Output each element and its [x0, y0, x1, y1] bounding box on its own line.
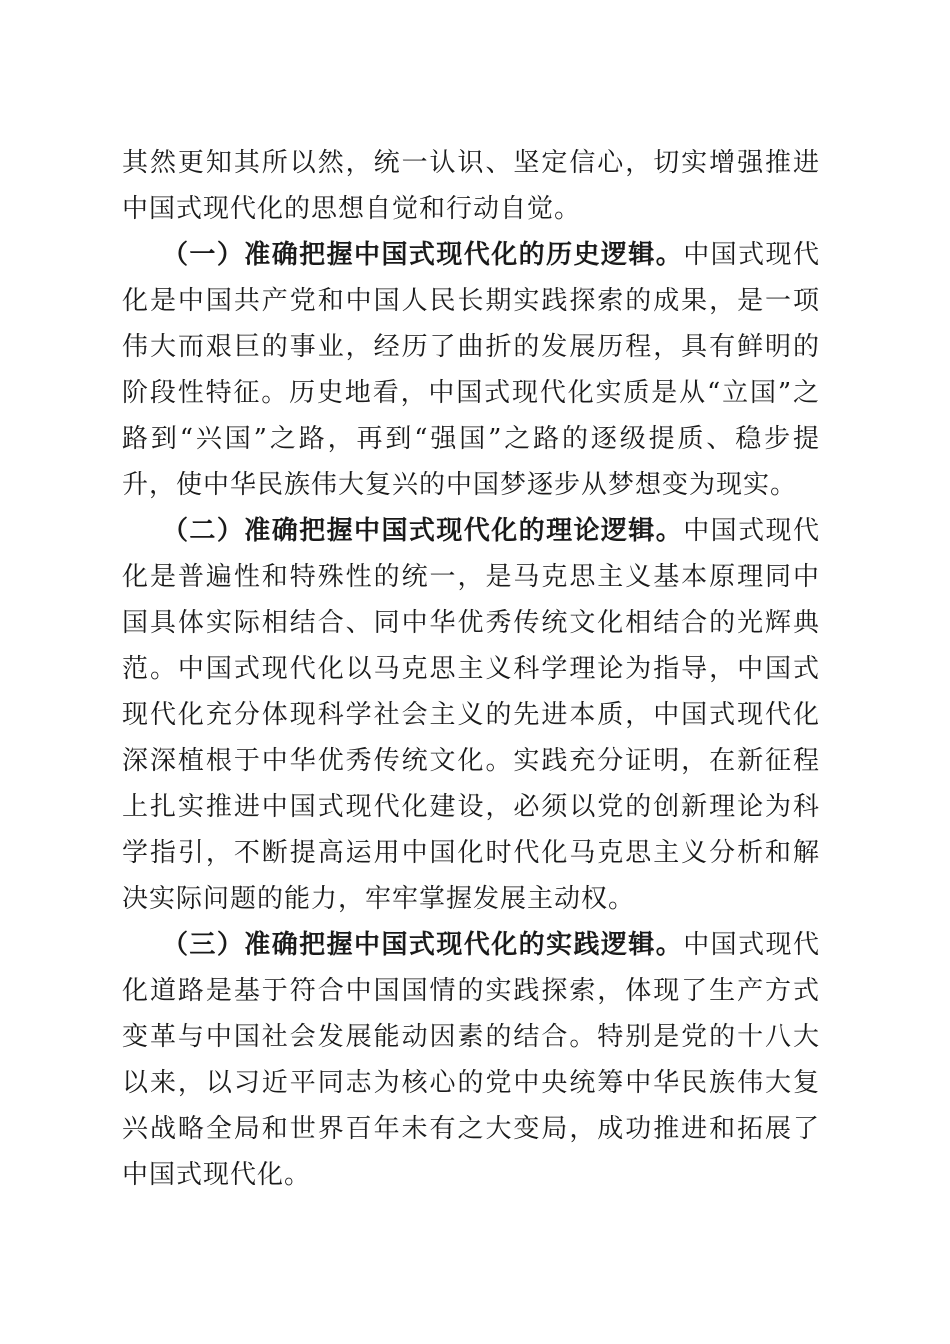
document-page	[122, 140, 820, 1198]
section-history-body: 中国式现代化是中国共产党和中国人民长期实践探索的成果，是一项伟大而艰巨的事业，经历了曲折的发展历程，具有鲜明的阶段性特征。历史地看，中国式现代化实质是从“立国”之路到“兴国”之路，再到“强国”之路的逐级提质、稳步提升，使中华民族伟大复兴的中国梦逐步从梦想变为现实。	[122, 240, 820, 500]
section-theory	[122, 508, 820, 922]
section-theory-heading: （二）准确把握中国式现代化的理论逻辑。	[162, 516, 684, 546]
section-history-heading: （一）准确把握中国式现代化的历史逻辑。	[162, 240, 684, 270]
section-practice	[122, 922, 820, 1198]
intro-paragraph: 其然更知其所以然，统一认识、坚定信心，切实增强推进中国式现代化的思想自觉和行动自觉。	[122, 148, 820, 224]
section-history	[122, 232, 820, 508]
section-practice-heading: （三）准确把握中国式现代化的实践逻辑。	[162, 930, 684, 960]
section-practice-body: 中国式现代化道路是基于符合中国国情的实践探索，体现了生产方式变革与中国社会发展能动因素的结合。特别是党的十八大以来，以习近平同志为核心的党中央统筹中华民族伟大复兴战略全局和世界百年未有之大变局，成功推进和拓展了中国式现代化。	[122, 930, 820, 1190]
section-theory-body: 中国式现代化是普遍性和特殊性的统一，是马克思主义基本原理同中国具体实际相结合、同中华优秀传统文化相结合的光辉典范。中国式现代化以马克思主义科学理论为指导，中国式现代化充分体现科学社会主义的先进本质，中国式现代化深深植根于中华优秀传统文化。实践充分证明，在新征程上扎实推进中国式现代化建设，必须以党的创新理论为科学指引，不断提高运用中国化时代化马克思主义分析和解决实际问题的能力，牢牢掌握发展主动权。	[122, 516, 820, 914]
